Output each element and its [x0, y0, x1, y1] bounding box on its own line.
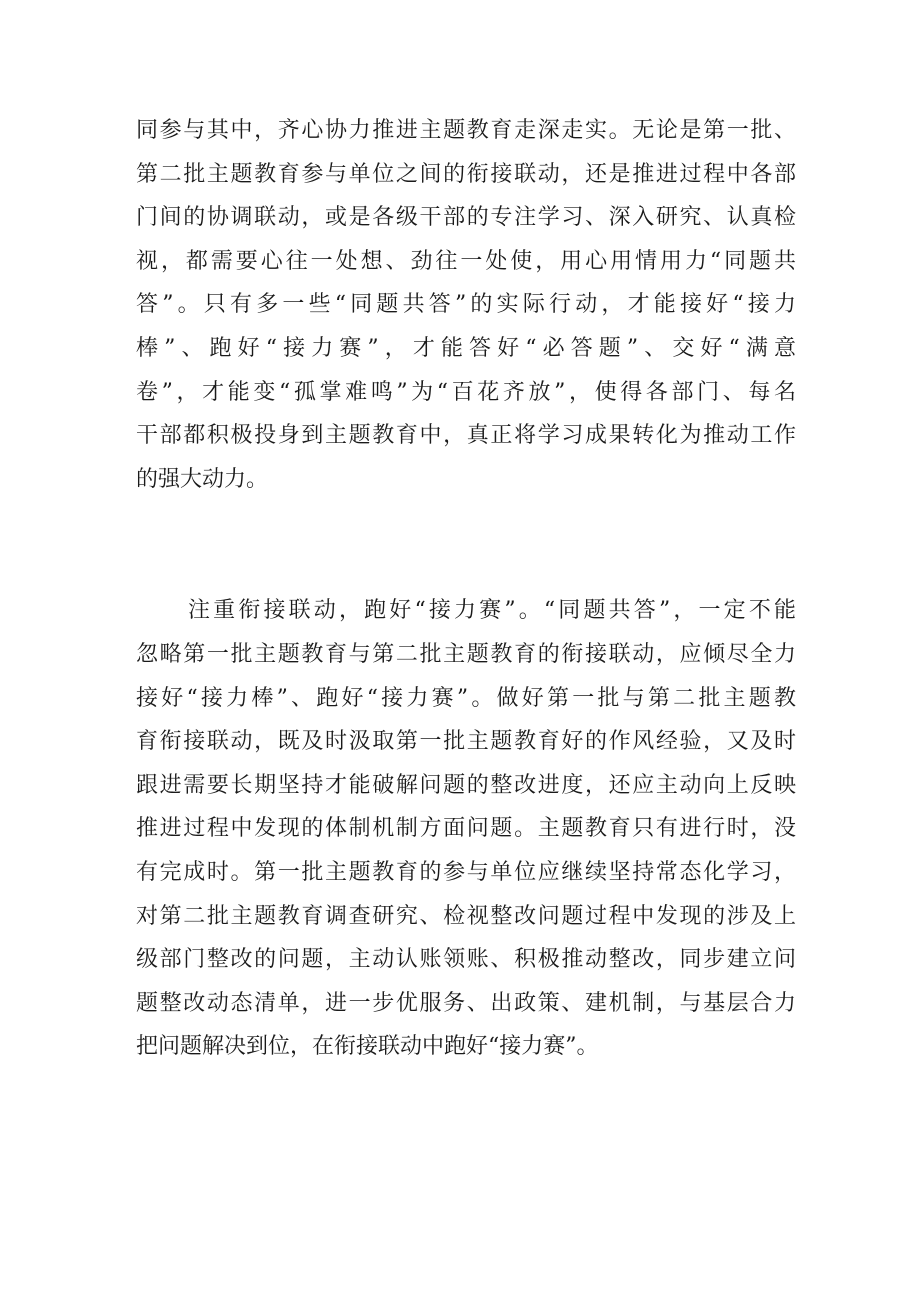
paragraph-line: 棒”、跑好“接力赛”，才能答好“必答题”、交好“满意 — [136, 336, 796, 361]
paragraph-line: 有完成时。第一批主题教育的参与单位应继续坚持常态化学习， — [136, 860, 796, 885]
paragraph-line: 第二批主题教育参与单位之间的衔接联动，还是推进过程中各部 — [136, 162, 796, 187]
paragraph-line: 育衔接联动，既及时汲取第一批主题教育好的作风经验，又及时 — [136, 729, 796, 754]
paragraph-line: 接好“接力棒”、跑好“接力赛”。做好第一批与第二批主题教 — [136, 686, 796, 711]
paragraph-line: 答”。只有多一些“同题共答”的实际行动，才能接好“接力 — [136, 292, 796, 317]
paragraph-line: 级部门整改的问题，主动认账领账、积极推动整改，同步建立问 — [136, 947, 796, 972]
paragraph-line: 对第二批主题教育调查研究、检视整改问题过程中发现的涉及上 — [136, 904, 796, 929]
paragraph-line: 视，都需要心往一处想、劲往一处使，用心用情用力“同题共 — [136, 249, 796, 274]
paragraph-line: 同参与其中，齐心协力推进主题教育走深走实。无论是第一批、 — [136, 118, 796, 143]
paragraph-line: 题整改动态清单，进一步优服务、出政策、建机制，与基层合力 — [136, 991, 796, 1016]
paragraph-line: 门间的协调联动，或是各级干部的专注学习、深入研究、认真检 — [136, 205, 796, 230]
paragraph-line: 卷”，才能变“孤掌难鸣”为“百花齐放”，使得各部门、每名 — [136, 380, 796, 405]
paragraph-line: 推进过程中发现的体制机制方面问题。主题教育只有进行时，没 — [136, 816, 796, 841]
paragraph-line: 把问题解决到位，在衔接联动中跑好“接力赛”。 — [136, 1034, 599, 1059]
paragraph-line: 跟进需要长期坚持才能破解问题的整改进度，还应主动向上反映 — [136, 773, 796, 798]
paragraph-line: 注重衔接联动，跑好“接力赛”。“同题共答”，一定不能 — [188, 598, 796, 623]
paragraph-line: 干部都积极投身到主题教育中，真正将学习成果转化为推动工作 — [136, 423, 796, 448]
paragraph-line: 的强大动力。 — [136, 467, 269, 492]
paragraph-line: 忽略第一批主题教育与第二批主题教育的衔接联动，应倾尽全力 — [136, 642, 796, 667]
